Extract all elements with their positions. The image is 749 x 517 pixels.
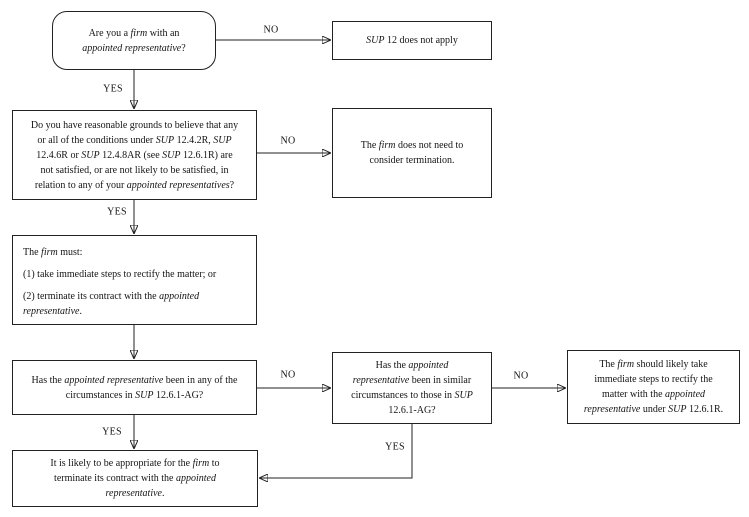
text-line: consider termination. [369, 155, 455, 166]
node-question-circumstances [12, 360, 257, 415]
text-line: immediate steps to rectify the [594, 374, 713, 385]
text-line: Are you a firm with an [88, 27, 180, 39]
text-line: or all of the conditions under SUP 12.4.2R, SUP [37, 134, 232, 146]
text-line: It is likely to be appropriate for the firm to [50, 458, 220, 469]
text-line: representative been in similar [352, 375, 472, 386]
edge-label-no-grounds: NO [280, 135, 296, 147]
node-terminate-contract [12, 450, 258, 507]
text-line: Do you have reasonable grounds to believe that any [30, 119, 239, 131]
text-line: appointed representative? [82, 42, 186, 54]
text-line: circumstances to those in SUP [351, 390, 473, 401]
edge-label-yes-start: YES [103, 83, 123, 95]
text-line: (2) terminate its contract with the appointed representative. [23, 291, 200, 317]
text-line: (1) take immediate steps to rectify the matter; or [23, 269, 217, 280]
text-line: circumstances in SUP 12.6.1-AG? [65, 389, 204, 401]
node-rectify-matter [567, 350, 740, 424]
text-line: representative under SUP 12.6.1R. [583, 404, 724, 415]
node-no-need-consider-termination [332, 108, 492, 198]
edge-label-no-circumstances: NO [280, 369, 296, 381]
edge-label-yes-circumstances: YES [102, 426, 122, 438]
node-question-reasonable-grounds [12, 110, 257, 200]
text-line: SUP 12 does not apply [366, 35, 458, 46]
text-line: not satisfied, or are not likely to be satisfied, in [40, 164, 229, 176]
text-line: terminate its contract with the appointed [54, 473, 216, 484]
text-line: The firm must: [23, 247, 83, 258]
node-question-firm-with-ar [52, 11, 216, 70]
text-line: matter with the appointed [601, 389, 706, 400]
text-line: The firm does not need to [360, 140, 464, 151]
edge-label-yes-similar: YES [385, 441, 405, 453]
node-firm-must-actions [12, 235, 257, 325]
text-line: The firm should likely take [599, 359, 708, 370]
text-line: 12.4.6R or SUP 12.4.8AR (see SUP 12.6.1R) are [36, 149, 233, 161]
text-line: relation to any of your appointed representatives? [34, 179, 235, 191]
node-question-similar-circumstances [332, 352, 492, 424]
text-line: representative. [105, 488, 165, 499]
node-sup12-does-not-apply [332, 21, 492, 60]
text-line: Has the appointed [375, 360, 449, 371]
edge-label-yes-grounds: YES [107, 206, 127, 218]
edge-label-no-similar: NO [513, 370, 529, 382]
text-line: Has the appointed representative been in any of the [31, 374, 238, 386]
text-line: 12.6.1-AG? [388, 405, 436, 416]
edge-label-no-start: NO [263, 24, 279, 36]
